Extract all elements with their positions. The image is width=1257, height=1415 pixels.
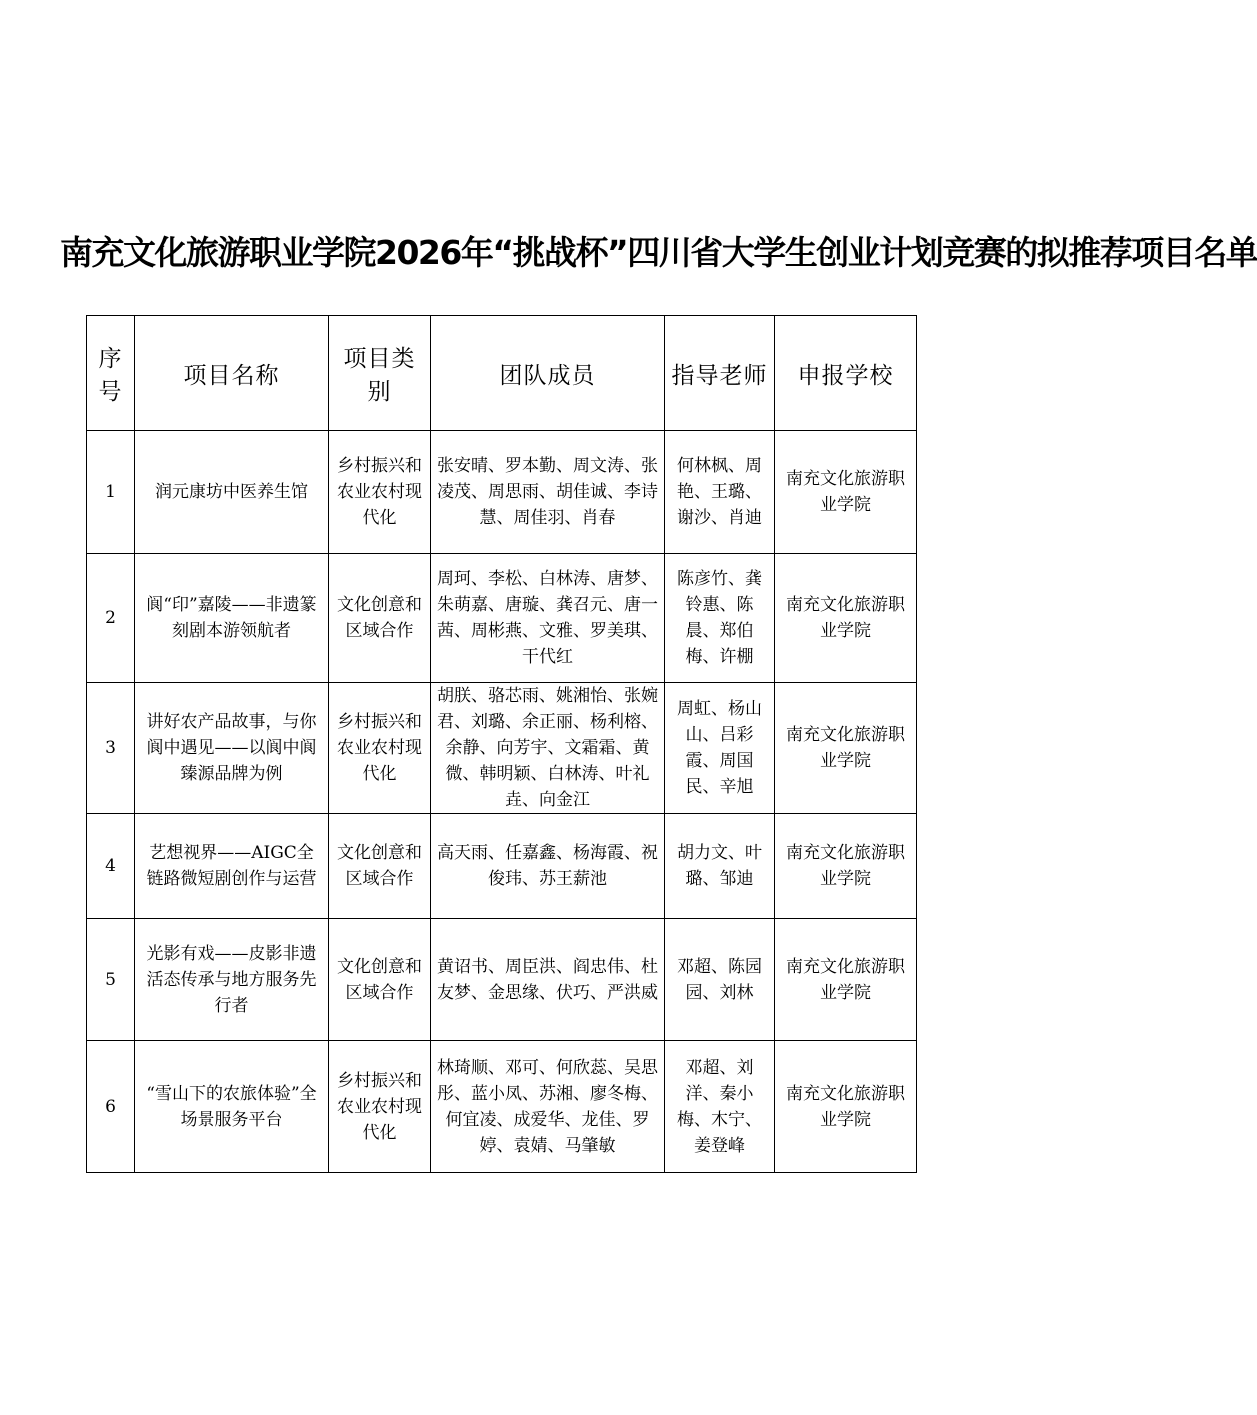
row-no: 1 bbox=[87, 431, 135, 554]
row-category: 文化创意和区域合作 bbox=[329, 554, 431, 683]
row-category: 乡村振兴和农业农村现代化 bbox=[329, 431, 431, 554]
row-team-members: 林琦顺、邓可、何欣蕊、吴思彤、蓝小凤、苏湘、廖冬梅、何宜凌、成爱华、龙佳、罗婷、袁婧、马肇敏 bbox=[431, 1041, 665, 1173]
row-no: 5 bbox=[87, 919, 135, 1041]
row-category: 乡村振兴和农业农村现代化 bbox=[329, 1041, 431, 1173]
row-project-name: 讲好农产品故事，与你阆中遇见——以阆中阆臻源品牌为例 bbox=[135, 683, 329, 814]
header-no: 序号 bbox=[87, 316, 135, 431]
row-team-members: 黄诏书、周臣洪、阎忠伟、杜友梦、金思缘、伏巧、严洪威 bbox=[431, 919, 665, 1041]
row-project-name: “雪山下的农旅体验”全场景服务平台 bbox=[135, 1041, 329, 1173]
document-title: 南充文化旅游职业学院2026年“挑战杯”四川省大学生创业计划竞赛的拟推荐项目名单 bbox=[60, 233, 1257, 272]
row-project-name: 光影有戏——皮影非遗活态传承与地方服务先行者 bbox=[135, 919, 329, 1041]
table-row bbox=[87, 919, 917, 1041]
table-row bbox=[87, 1041, 917, 1173]
row-category: 乡村振兴和农业农村现代化 bbox=[329, 683, 431, 814]
table-header-row bbox=[87, 316, 917, 431]
row-school: 南充文化旅游职业学院 bbox=[775, 431, 917, 554]
row-advisor: 何林枫、周艳、王璐、谢沙、肖迪 bbox=[665, 431, 775, 554]
row-school: 南充文化旅游职业学院 bbox=[775, 554, 917, 683]
row-no: 3 bbox=[87, 683, 135, 814]
header-project-name: 项目名称 bbox=[135, 316, 329, 431]
row-project-name: 艺想视界——AIGC全链路微短剧创作与运营 bbox=[135, 814, 329, 919]
header-school: 申报学校 bbox=[775, 316, 917, 431]
row-no: 6 bbox=[87, 1041, 135, 1173]
row-team-members: 周珂、李松、白林涛、唐梦、朱萌嘉、唐璇、龚召元、唐一茜、周彬燕、文雅、罗美琪、干代红 bbox=[431, 554, 665, 683]
row-advisor: 陈彦竹、龚铃惠、陈晨、郑伯梅、许棚 bbox=[665, 554, 775, 683]
row-team-members: 张安晴、罗本勤、周文涛、张凌茂、周思雨、胡佳诚、李诗慧、周佳羽、肖春 bbox=[431, 431, 665, 554]
row-no: 4 bbox=[87, 814, 135, 919]
row-school: 南充文化旅游职业学院 bbox=[775, 1041, 917, 1173]
row-advisor: 周虹、杨山山、吕彩霞、周国民、辛旭 bbox=[665, 683, 775, 814]
row-advisor: 邓超、陈园园、刘林 bbox=[665, 919, 775, 1041]
row-category: 文化创意和区域合作 bbox=[329, 919, 431, 1041]
row-no: 2 bbox=[87, 554, 135, 683]
row-team-members: 高天雨、任嘉鑫、杨海霞、祝俊玮、苏王薪池 bbox=[431, 814, 665, 919]
row-advisor: 邓超、刘洋、秦小梅、木宁、姜登峰 bbox=[665, 1041, 775, 1173]
header-category: 项目类别 bbox=[329, 316, 431, 431]
table-row bbox=[87, 683, 917, 814]
project-list-table bbox=[86, 315, 917, 1173]
header-team-members: 团队成员 bbox=[431, 316, 665, 431]
row-project-name: 阆“印”嘉陵——非遗篆刻剧本游领航者 bbox=[135, 554, 329, 683]
row-school: 南充文化旅游职业学院 bbox=[775, 919, 917, 1041]
row-project-name: 润元康坊中医养生馆 bbox=[135, 431, 329, 554]
row-school: 南充文化旅游职业学院 bbox=[775, 683, 917, 814]
row-category: 文化创意和区域合作 bbox=[329, 814, 431, 919]
table-row bbox=[87, 431, 917, 554]
row-school: 南充文化旅游职业学院 bbox=[775, 814, 917, 919]
row-team-members: 胡朕、骆芯雨、姚湘怡、张婉君、刘璐、余正丽、杨利榕、余静、向芳宇、文霜霜、黄微、韩明颖、白林涛、叶礼垚、向金江 bbox=[431, 683, 665, 814]
header-advisor: 指导老师 bbox=[665, 316, 775, 431]
row-advisor: 胡力文、叶璐、邹迪 bbox=[665, 814, 775, 919]
table-row bbox=[87, 814, 917, 919]
table-row bbox=[87, 554, 917, 683]
